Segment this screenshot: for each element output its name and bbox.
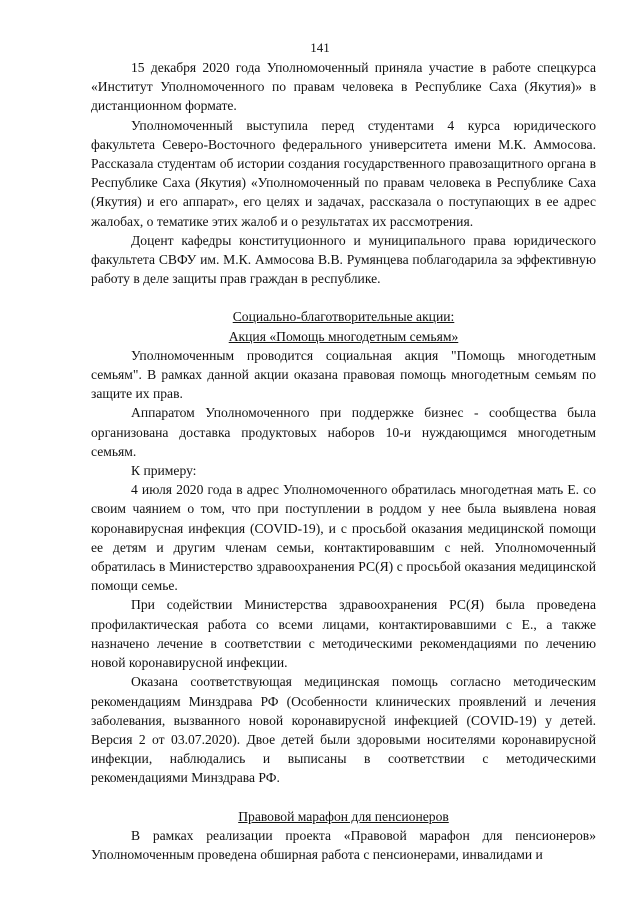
spacer: [91, 788, 596, 807]
paragraph: К примеру:: [131, 463, 197, 479]
paragraph: При содействии Министерства здравоохранения РС(Я) была проведена профилактическая работа со всеми лицами, контактировавшими с Е., а также назначено лечение в соответствии с методическими рекомендациями по лечению новой коронавирусной инфекции.: [91, 597, 596, 671]
page-body: [91, 58, 596, 864]
page-number: 141: [310, 40, 330, 55]
section-heading: Правовой марафон для пенсионеров: [238, 808, 449, 824]
paragraph: В рамках реализации проекта «Правовой марафон для пенсионеров» Уполномоченным проведена обширная работа с пенсионерами, инвалидами и: [91, 827, 596, 862]
paragraph: Уполномоченным проводится социальная акция "Помощь многодетным семьям". В рамках данной акции оказана правовая помощь многодетным семьям по защите их прав.: [91, 347, 596, 402]
spacer: [91, 288, 596, 307]
paragraph: Уполномоченный выступила перед студентами 4 курса юридического факультета Северо-Восточного федерального университета имени М.К. Аммосова. Рассказала студентам об истории создания государственного правозащитного органа в Республике Саха (Якутия) «Уполномоченный по правам человека в Республике Саха (Якутия) и его аппарат», его целях и задачах, рассказала о поступающих в ее адрес жалобах, о тематике этих жалоб и о результатах их рассмотрения.: [91, 117, 596, 229]
paragraph: Оказана соответствующая медицинская помощь согласно методическим рекомендациям Минздрава РФ (Особенности клинических проявлений и лечения заболевания, вызванного новой коронавирусной инфекцией (COVID-19) у детей. Версия 2 от 03.07.2020). Двое детей были здоровыми носителями коронавирусной инфекции, наблюдались и выписаны в соответствии с методическими рекомендациями Минздрава РФ.: [91, 674, 596, 786]
section-heading: Социально-благотворительные акции:: [232, 309, 455, 325]
section-subheading: Акция «Помощь многодетным семьям»: [228, 328, 459, 344]
paragraph: Аппаратом Уполномоченного при поддержке бизнес - сообщества была организована доставка продуктовых наборов 10-и нуждающимся многодетным семьям.: [91, 405, 596, 459]
paragraph: Доцент кафедры конституционного и муниципального права юридического факультета СВФУ им. М.К. Аммосова В.В. Румянцева поблагодарила за эффективную работу в деле защиты прав граждан в республике.: [91, 232, 596, 287]
paragraph: 15 декабря 2020 года Уполномоченный приняла участие в работе спецкурса «Институт Уполномоченного по правам человека в Республике Саха (Якутия)» в дистанционном формате.: [91, 60, 596, 114]
paragraph: 4 июля 2020 года в адрес Уполномоченного обратилась многодетная мать Е. со своим чаянием о том, что при поступлении в роддом у нее была выявлена новая коронавирусная инфекция (COVID-19), и с просьбой оказания медицинской помощи ее детям и другим членам семьи, контактировавшим с ней. Уполномоченный обратилась в Министерство здравоохранения РС(Я) с просьбой оказания медицинской помощи семье.: [91, 482, 596, 594]
